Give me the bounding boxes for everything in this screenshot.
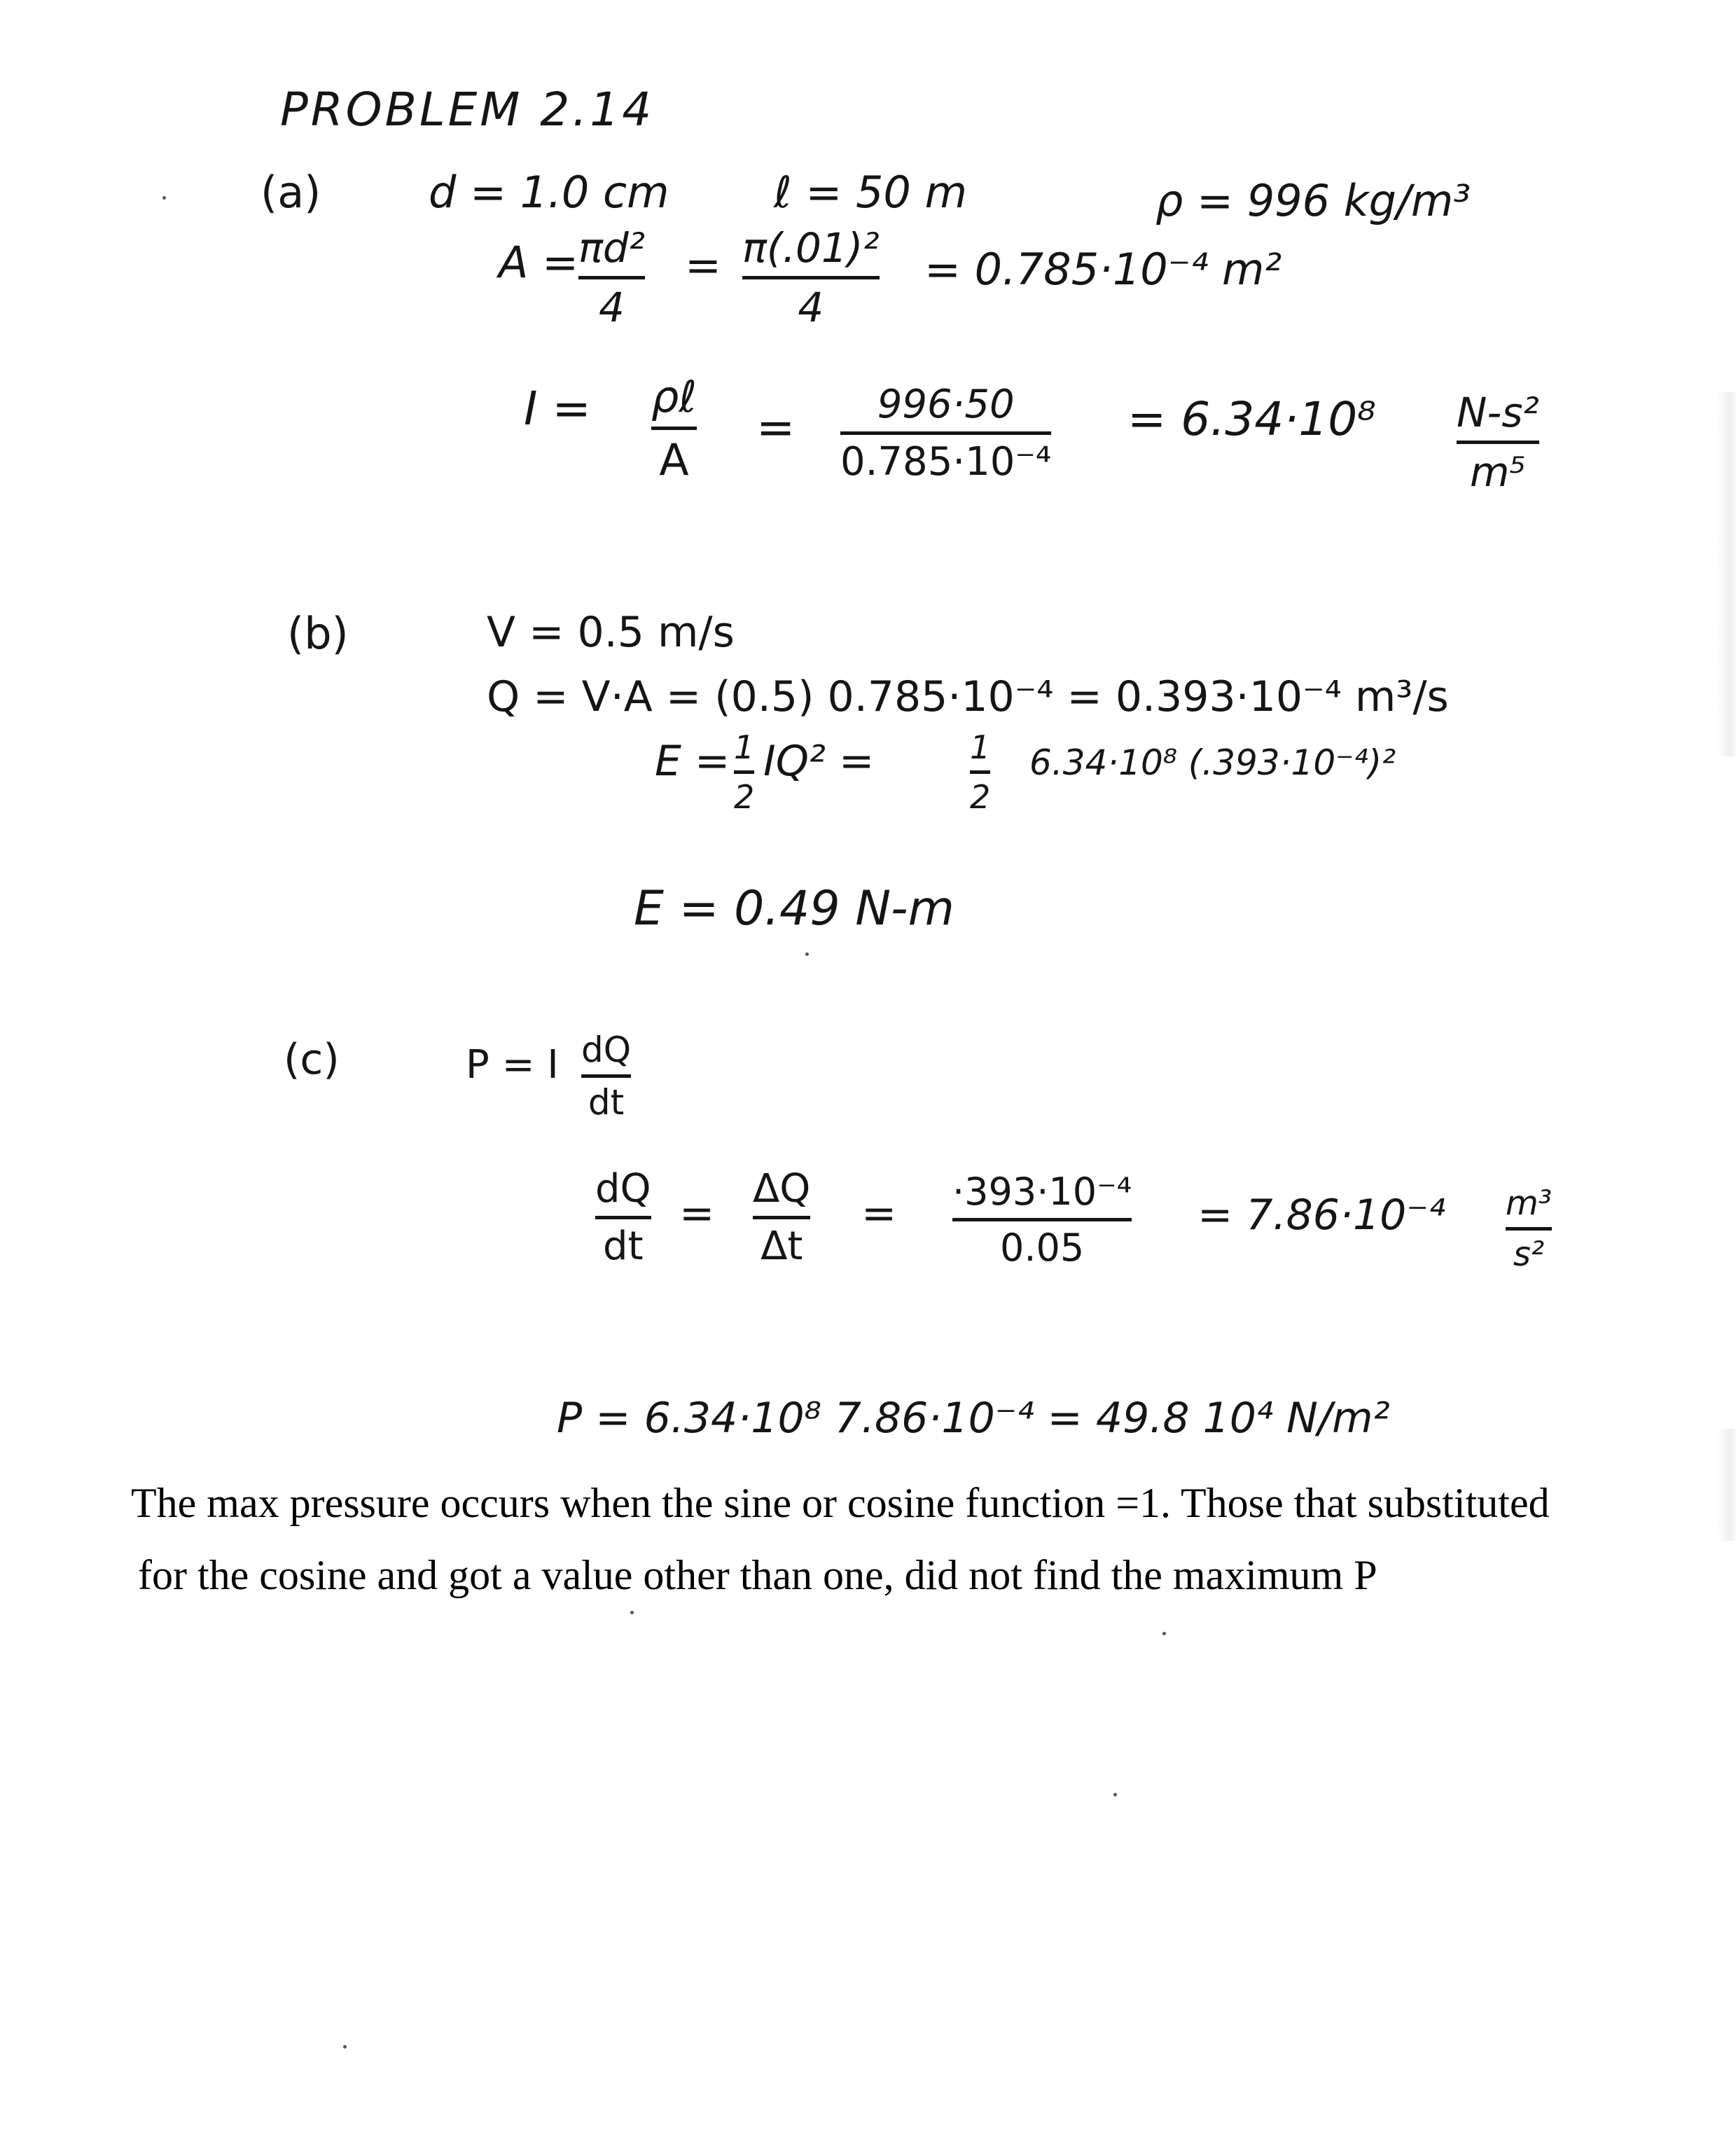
pressure-def-fraction [581, 1030, 631, 1123]
note-line-1: The max pressure occurs when the sine or cosine function =1. Those that substituted [131, 1480, 1550, 1526]
fraction-bar [970, 770, 990, 774]
page-title: PROBLEM 2.14 [280, 83, 655, 137]
pressure-result: P = 6.34·10⁸ 7.86·10⁻⁴ = 49.8 10⁴ N/m² [557, 1394, 1390, 1443]
area-lhs: A = [499, 237, 579, 288]
fraction-bar [734, 770, 754, 774]
dq-den: dt [603, 1224, 644, 1269]
fraction-bar [581, 1074, 631, 1078]
note-line-2: for the cosine and got a value other than one, did not find the maximum P [138, 1552, 1377, 1598]
dq-dt-unit-num: m³ [1506, 1184, 1552, 1223]
energy-rhs: 6.34·10⁸ (.393·10⁻⁴)² [1029, 742, 1396, 783]
inertance-fraction-2-num: 996·50 [877, 382, 1015, 427]
inertance-fraction-1-den: A [659, 434, 689, 485]
energy-result: E = 0.49 N-m [634, 881, 954, 936]
velocity-given: V = 0.5 m/s [487, 608, 735, 657]
delta-den: Δt [761, 1224, 803, 1269]
inertance-fraction-2-den: 0.785·10⁻⁴ [840, 439, 1052, 485]
scan-speck [1113, 1793, 1117, 1796]
inertance-fraction-1-num: ρℓ [651, 371, 697, 422]
fraction-bar [753, 1216, 810, 1219]
fraction-bar [742, 276, 880, 279]
area-fraction-1 [578, 224, 645, 331]
dq-dt-unit [1506, 1184, 1552, 1274]
energy-half-1-den: 2 [734, 778, 755, 816]
inertance-fraction-1 [651, 371, 697, 485]
energy-half-1-num: 1 [734, 728, 755, 766]
scan-speck [162, 196, 166, 200]
fraction-bar [1457, 441, 1539, 444]
energy-half-1 [734, 728, 754, 816]
length-given: ℓ = 50 m [774, 167, 967, 218]
pressure-def-den: dt [588, 1082, 625, 1123]
part-b-label: (b) [287, 608, 349, 659]
energy-half-2-num: 1 [970, 728, 991, 766]
value-den: 0.05 [1000, 1226, 1085, 1270]
pressure-def-num: dQ [581, 1030, 632, 1070]
dq-dt-result: = 7.86·10⁻⁴ [1197, 1191, 1446, 1240]
scan-edge-shadow [1718, 392, 1736, 756]
part-a-label: (a) [261, 167, 321, 218]
area-result: = 0.785·10⁻⁴ m² [924, 244, 1282, 295]
area-fraction-1-num: πd² [578, 224, 645, 272]
inertance-unit [1457, 389, 1539, 496]
delta-fraction [753, 1166, 810, 1269]
scan-speck [805, 952, 809, 956]
area-equals: = [685, 240, 721, 291]
fraction-bar [578, 276, 645, 279]
inertance-lhs: I = [524, 382, 591, 436]
energy-middle: IQ² = [763, 737, 875, 786]
dq-dt-fraction [595, 1166, 651, 1269]
area-fraction-2 [742, 224, 880, 331]
scan-speck [1162, 1632, 1166, 1635]
equals-2: = [861, 1189, 897, 1238]
area-fraction-1-den: 4 [599, 284, 625, 331]
equals-1: = [679, 1189, 715, 1238]
scan-speck [630, 1611, 634, 1614]
delta-num: ΔQ [753, 1166, 811, 1212]
value-num: ·393·10⁻⁴ [952, 1170, 1132, 1214]
inertance-unit-den: m⁵ [1470, 448, 1526, 496]
inertance-equals: = [756, 401, 796, 455]
value-fraction [952, 1170, 1132, 1270]
energy-half-2 [970, 728, 990, 816]
dq-dt-unit-den: s² [1513, 1235, 1545, 1274]
density-given: ρ = 996 kg/m³ [1155, 175, 1471, 226]
pressure-def-lhs: P = I [466, 1042, 559, 1088]
energy-lhs: E = [655, 737, 730, 786]
inertance-fraction-2 [840, 382, 1051, 485]
fraction-bar [1506, 1227, 1552, 1231]
dq-num: dQ [595, 1166, 651, 1212]
part-c-label: (c) [284, 1035, 340, 1084]
inertance-unit-num: N-s² [1457, 389, 1539, 436]
scan-edge-shadow [1718, 1429, 1736, 1541]
fraction-bar [952, 1218, 1132, 1221]
scan-speck [343, 2045, 347, 2049]
inertance-result: = 6.34·10⁸ [1127, 392, 1376, 446]
area-fraction-2-den: 4 [798, 284, 824, 331]
fraction-bar [651, 427, 697, 430]
fraction-bar [840, 431, 1051, 435]
fraction-bar [595, 1216, 651, 1219]
area-fraction-2-num: π(.01)² [742, 224, 880, 272]
energy-half-2-den: 2 [970, 778, 991, 816]
diameter-given: d = 1.0 cm [429, 167, 669, 218]
flow-rate-line: Q = V·A = (0.5) 0.785·10⁻⁴ = 0.393·10⁻⁴ m³/s [487, 672, 1449, 721]
